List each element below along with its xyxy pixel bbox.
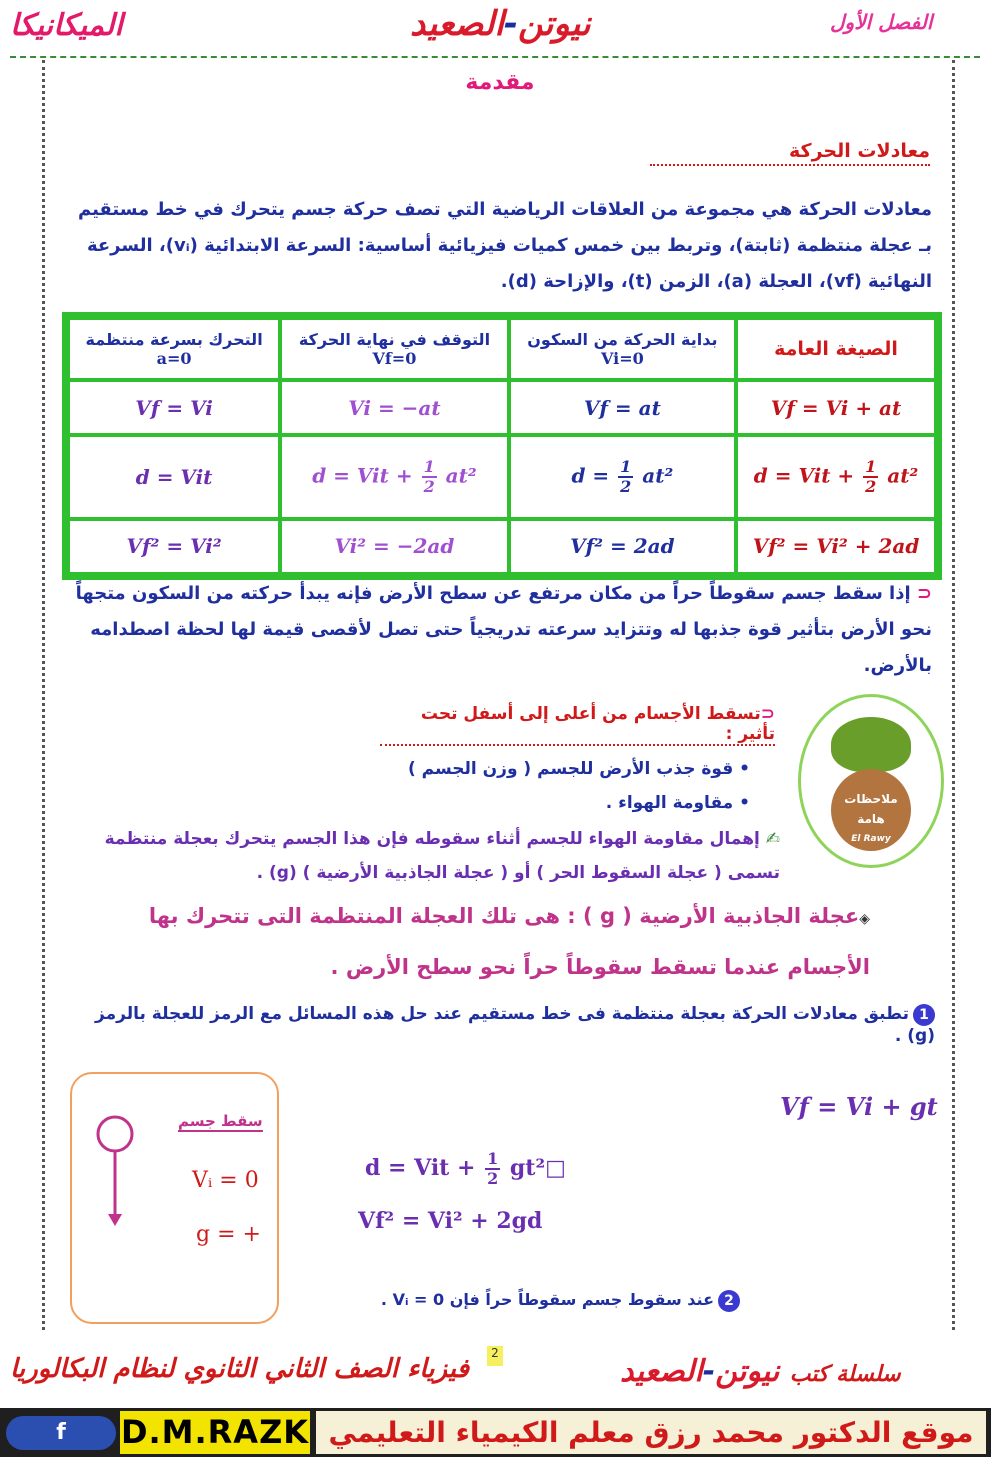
facebook-icon[interactable]: f: [6, 1416, 116, 1450]
cell-d-stop: d = Vit + $\frac{1}{2}$ at²: [282, 437, 507, 516]
header-center-sep: -: [503, 4, 518, 44]
frame-right-border: [952, 60, 955, 1330]
notes-sign-line2: هامة: [857, 812, 885, 826]
frame-left-border: [42, 60, 45, 1330]
equations-table: [62, 312, 942, 580]
cell-vf-uniform: Vf = Vi: [70, 382, 278, 433]
free-fall-paragraph: ⊂ إذا سقط جسم سقوطاً حراً من مكان مرتفع عن سطح الأرض فإنه يبدأ حركته من السكون متجهاً نحو الأرض بتأثير قوة جذبها له وتتزايد سرعته تدريجياً حتى تصل لأقصى قيمة لها لحظة اصطدامه بالأرض.: [75, 583, 932, 676]
pencil-icon: ✍: [759, 829, 780, 849]
diagram-g: g = +: [196, 1222, 261, 1247]
site-title: موقع الدكتور محمد رزق معلم الكيمياء التعليمي: [316, 1411, 986, 1454]
header-center-b: الصعيد: [410, 4, 504, 44]
intro-paragraph: معادلات الحركة هي مجموعة من العلاقات الرياضية التي تصف حركة جسم يتحرك في خط مستقيم بـ عجلة منتظمة (ثابتة)، وتربط بين خمس كميات فيزيائية أساسية: السرعة الابتدائية (vᵢ)، السرعة النهائية (vf)، العجلة (a)، الزمن (t)، والإزاحة (d).: [77, 199, 932, 292]
number-badge: 1: [913, 1004, 935, 1026]
notes-turtle-image: [798, 694, 944, 868]
header-general: الصيغة العامة: [738, 320, 934, 378]
cell-d-uniform: d = Vit: [70, 437, 278, 516]
pointer-icon: ⊂: [910, 583, 932, 604]
equation-velocity: Vf = Vi + gt: [780, 1092, 938, 1121]
header-rest: بداية الحركة من السكون Vi=0: [511, 320, 734, 378]
number-badge: 2: [718, 1290, 740, 1312]
application-note-1: 1تطبق معادلات الحركة بعجلة منتظمة فى خط مستقيم عند حل هذه المسائل مع الرمز للعجلة بالرمز (g) .: [95, 1004, 935, 1046]
header-center-title: [410, 4, 591, 44]
cell-v2-general: Vf² = Vi² + 2ad: [738, 521, 934, 572]
notes-sign-line1: ملاحظات: [844, 792, 898, 806]
section-title: معادلات الحركة: [650, 140, 930, 166]
footer-left-title: فيزياء الصف الثاني الثانوي لنظام البكالوريا: [10, 1354, 470, 1384]
page-number: 2: [487, 1346, 503, 1366]
header-stop: التوقف في نهاية الحركة Vf=0: [282, 320, 507, 378]
cell-v2-rest: Vf² = 2ad: [511, 521, 734, 572]
brand-logo: D.M.RAZK: [120, 1411, 310, 1454]
pointer-icon: ⊂: [760, 704, 775, 724]
cell-vi-stop: Vi = −at: [282, 382, 507, 433]
cell-vf-general: Vf = Vi + at: [738, 382, 934, 433]
application-note-2: 2عند سقوط جسم سقوطاً حراً فإن Vᵢ = 0 .: [360, 1290, 740, 1312]
equation-displacement: d = Vit + $\frac{1}{2}$ gt²□: [365, 1149, 566, 1188]
header-left-title: الميكانيكا: [10, 8, 123, 43]
gravity-definition: ◈عجلة الجاذبية الأرضية ( g ) : هى تلك العجلة المنتظمة التى تتحرك بها الأجسام عندما تسقط سقوطاً حراً نحو سطح الأرض .: [148, 904, 870, 979]
cell-d-general: d = Vit + $\frac{1}{2}$ at²: [738, 437, 934, 516]
cell-d-rest: d = $\frac{1}{2}$ at²: [511, 437, 734, 516]
fall-causes-title: ⊂تسقط الأجسام من أعلى إلى أسفل تحت تأثير :: [380, 704, 775, 746]
list-item: • مقاومة الهواء .: [605, 793, 750, 813]
header-right-title: الفصل الأول: [830, 10, 933, 34]
header-uniform: التحرك بسرعة منتظمة a=0: [70, 320, 278, 378]
cell-v2-uniform: Vf² = Vi²: [70, 521, 278, 572]
diamond-icon: ◈: [859, 911, 870, 927]
header-divider: [10, 56, 980, 58]
diagram-title: سقط جسم: [178, 1112, 263, 1130]
list-item: • قوة جذب الأرض للجسم ( وزن الجسم ): [407, 759, 750, 779]
cell-vf-rest: Vf = at: [511, 382, 734, 433]
header-center-a: نيوتن: [517, 4, 591, 44]
diagram-vi: Vᵢ = 0: [192, 1168, 259, 1193]
footer-banner: [0, 1408, 991, 1457]
fall-causes-list: [380, 752, 750, 820]
footer-right-title: سلسلة كتب نيوتن-الصعيد: [620, 1354, 901, 1389]
equation-velocity-squared: Vf² = Vi² + 2gd: [358, 1208, 543, 1234]
air-resistance-note: ✍ إهمال مقاومة الهواء للجسم أثناء سقوطه فإن هذا الجسم يتحرك بعجلة منتظمة تسمى ( عجلة السقوط الحر ) أو ( عجلة الجاذبية الأرضية ) (g) .: [104, 829, 780, 883]
notes-sign-line3: El Rawy: [851, 834, 891, 844]
intro-title: مقدمة: [465, 70, 535, 95]
free-fall-diagram: [70, 1072, 279, 1324]
cell-v2-stop: Vi² = −2ad: [282, 521, 507, 572]
turtle-shell-icon: [831, 717, 911, 772]
